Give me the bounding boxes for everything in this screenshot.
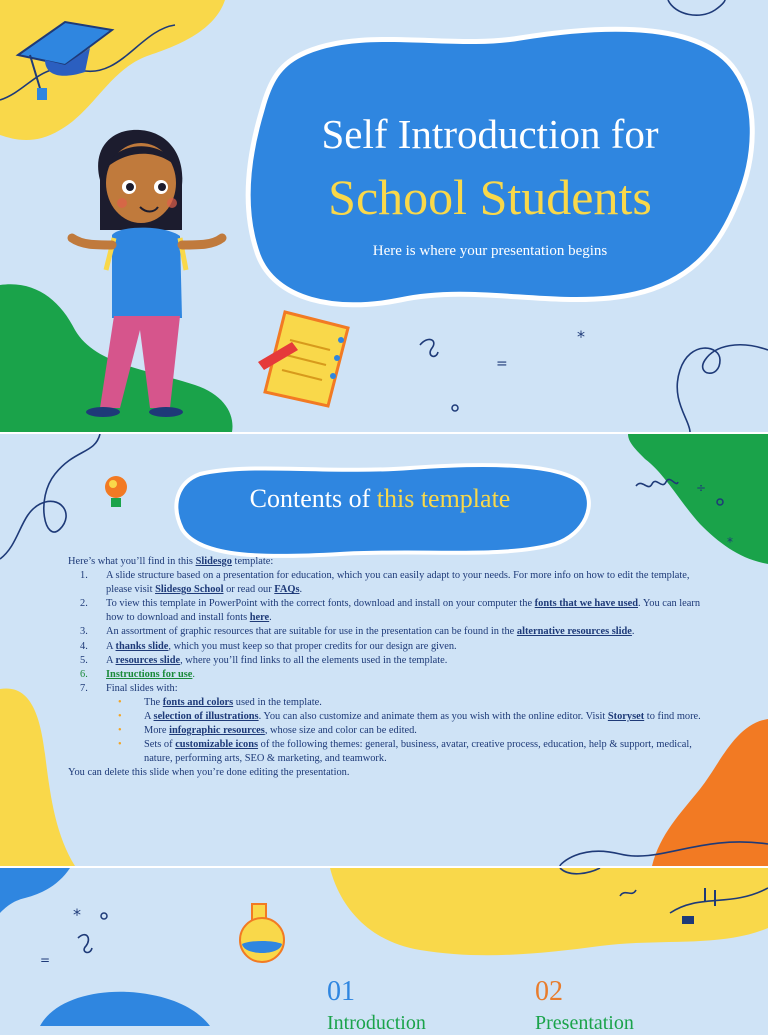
blue-blob <box>0 868 70 913</box>
contents-title-white: Contents of <box>249 484 377 513</box>
list-item: 7. Final slides with: <box>80 682 178 694</box>
alternative-resources-link[interactable]: alternative resources slide <box>516 626 632 638</box>
section-number-01: 01 <box>327 976 355 1007</box>
list-item: 4. A thanks slide, which you must keep so that proper credits for our design are given. <box>80 640 457 652</box>
fonts-used-link[interactable]: fonts that we have used <box>534 598 639 610</box>
faqs-link[interactable]: FAQs <box>274 584 300 596</box>
sub-list-item: • The fonts and colors used in the template. <box>68 696 708 710</box>
instructions-link[interactable]: Instructions for use <box>106 668 193 680</box>
slidesgo-link[interactable]: Slidesgo <box>195 556 232 567</box>
equals-doodle: = <box>496 356 508 372</box>
intro-line: Here’s what you’ll find in this Slidesgo template: <box>68 556 274 567</box>
infographic-resources-link[interactable]: infographic resources <box>169 725 265 737</box>
squiggle-line <box>677 345 768 432</box>
contents-title <box>180 484 580 514</box>
swirl-doodle <box>420 339 438 356</box>
storyset-link[interactable]: Storyset <box>607 711 645 723</box>
section-label-presentation: Presentation <box>535 1012 634 1034</box>
green-blob <box>628 434 768 564</box>
fonts-colors-link[interactable]: fonts and colors <box>162 696 234 708</box>
list-item: 2. To view this template in PowerPoint with the correct fonts, download and install on your computer the fonts that we have used. You can learn how to download and install fonts here. <box>80 598 701 624</box>
contents-title-yellow: this template <box>376 484 511 513</box>
title-line-1: Self Introduction for <box>321 111 659 157</box>
asterisk-doodle: * <box>727 535 733 549</box>
flask-icon <box>240 904 284 962</box>
asterisk-doodle: * <box>577 327 585 346</box>
squiggle-line <box>668 0 725 15</box>
slidesgo-school-link[interactable]: Slidesgo School <box>155 584 224 596</box>
outro-line: You can delete this slide when you’re done editing the presentation. <box>68 767 350 779</box>
agenda-slide-decor <box>0 868 768 1026</box>
lightbulb-icon <box>105 476 127 507</box>
list-item: 3. An assortment of graphic resources that are suitable for use in the presentation can be found in the alternative resources slide. <box>80 626 635 638</box>
clip-doodle <box>682 916 694 924</box>
squiggle-line <box>0 434 100 559</box>
agenda-slide <box>0 866 768 1026</box>
equals-doodle: = <box>40 953 51 967</box>
circle-doodle <box>101 913 107 919</box>
contents-slide <box>0 432 768 866</box>
yellow-blob <box>330 868 768 955</box>
section-label-introduction: Introduction <box>327 1012 426 1034</box>
swirl-doodle <box>78 935 92 953</box>
thanks-slide-link[interactable]: thanks slide <box>115 640 169 652</box>
contents-list-block <box>68 555 708 781</box>
main-list <box>68 569 708 696</box>
circle-doodle <box>452 405 458 411</box>
notebook-pencil-icon <box>258 312 348 406</box>
title-line-2: School Students <box>328 169 652 225</box>
list-item: 5. A resources slide, where you’ll find links to all the elements used in the template. <box>80 654 448 666</box>
section-number-02: 02 <box>535 976 563 1007</box>
fonts-here-link[interactable]: here <box>249 612 270 624</box>
title-slide <box>0 0 768 432</box>
asterisk-doodle: * <box>73 905 81 924</box>
customizable-icons-link[interactable]: customizable icons <box>175 739 259 751</box>
subtitle: Here is where your presentation begins <box>372 243 608 259</box>
list-item: 6. Instructions for use. <box>80 668 196 680</box>
blue-blob <box>40 992 210 1026</box>
sub-list-item: • A selection of illustrations. You can also customize and animate them as you wish with the online editor. Visit Storyset to find more. <box>68 710 708 724</box>
sparkle-doodle: ÷ <box>696 481 707 495</box>
resources-slide-link[interactable]: resources slide <box>115 654 181 666</box>
illustrations-link[interactable]: selection of illustrations <box>153 711 259 723</box>
yellow-blob <box>0 688 75 866</box>
sub-list <box>68 696 708 766</box>
title-cloud-blob <box>248 29 752 305</box>
sub-list-item: • Sets of customizable icons of the following themes: general, business, avatar, creative process, education, help & support, medical, nature, performing arts, SEO & marketing, and teamwork. <box>68 738 708 766</box>
list-item: 1. A slide structure based on a presentation for education, which you can easily adapt to your needs. For more info on how to edit the template, please visit Slidesgo School or read our FAQs. <box>80 570 690 596</box>
sub-list-item: • More infographic resources, whose size and color can be edited. <box>68 724 708 738</box>
